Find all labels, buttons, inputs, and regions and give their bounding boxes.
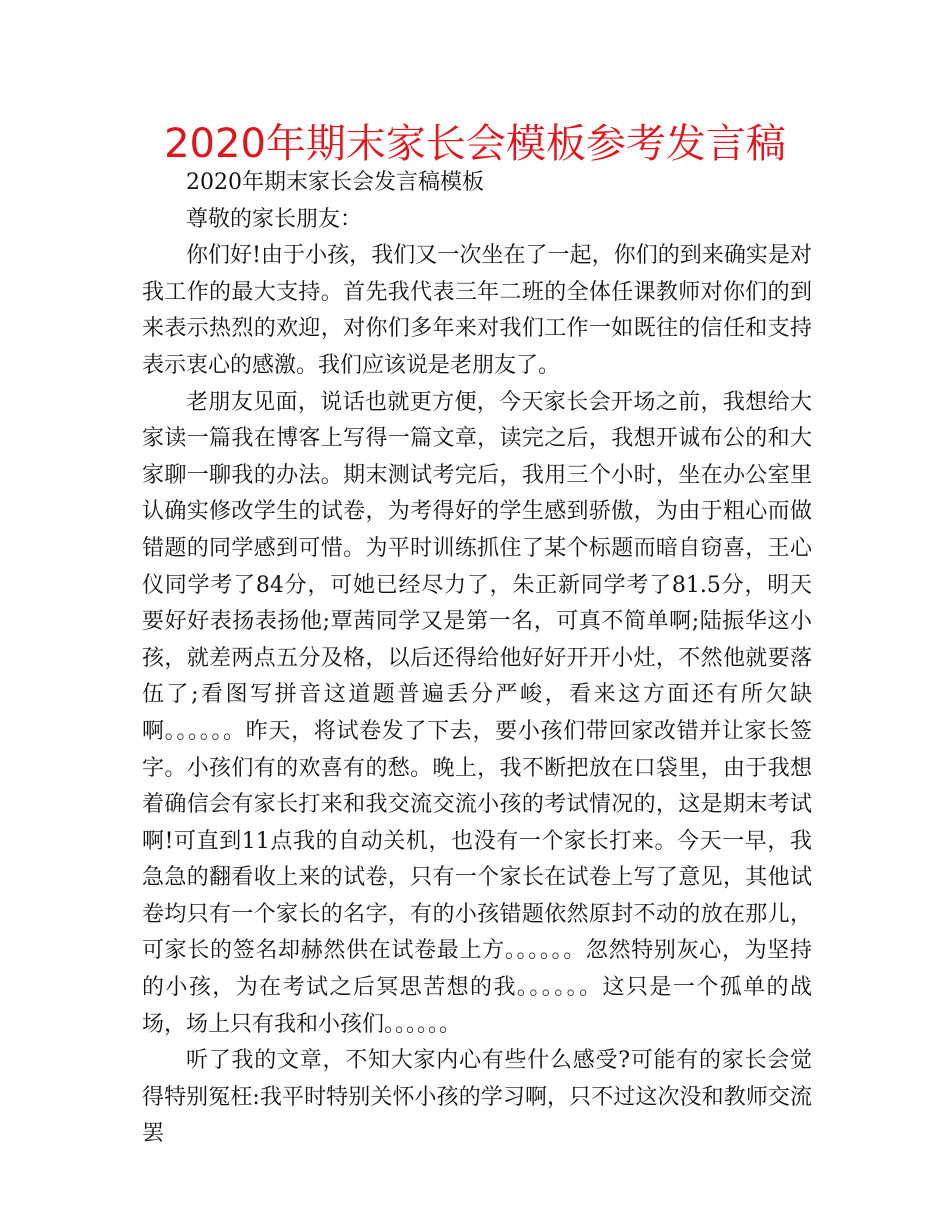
subtitle-paragraph: 2020年期末家长会发言稿模板 bbox=[186, 170, 484, 195]
body-paragraph: 你们好!由于小孩，我们又一次坐在了一起，你们的到来确实是对我工作的最大支持。首先我代表三年二班的全体任课教师对你们的到来表示热烈的欢迎，对你们多年来对我们工作一如既往的信任和支持表示衷心的感激。我们应该说是老朋友了。 bbox=[142, 243, 812, 378]
document-body bbox=[142, 165, 812, 1153]
salutation-paragraph: 尊敬的家长朋友： bbox=[186, 206, 363, 232]
body-paragraph: 听了我的文章，不知大家内心有些什么感受?可能有的家长会觉得特别冤枉:我平时特别关怀小孩的学习啊，只不过这次没和教师交流罢 bbox=[142, 1048, 812, 1147]
document-title: 2020年期末家长会模板参考发言稿 bbox=[164, 121, 786, 167]
body-paragraph: 老朋友见面，说话也就更方便，今天家长会开场之前，我想给大家读一篇我在博客上写得一篇文章，读完之后，我想开诚布公的和大家聊一聊我的办法。期末测试考完后，我用三个小时，坐在办公室里认确实修改学生的试卷，为考得好的学生感到骄傲，为由于粗心而做错题的同学感到可惜。为平时训练抓住了某个标题而暗自窃喜，王心仪同学考了84分，可她已经尽力了，朱正新同学考了81.5分，明天要好好表扬表扬他;覃茜同学又是第一名，可真不简单啊;陆振华这小孩，就差两点五分及格，以后还得给他好好开开小灶，不然他就要落伍了;看图写拼音这道题普遍丢分严峻，看来这方面还有所欠缺啊。。。。。。昨天，将试卷发了下去，要小孩们带回家改错并让家长签字。小孩们有的欢喜有的愁。晚上，我不断把放在口袋里，由于我想着确信会有家长打来和我交流交流小孩的考试情况的，这是期末考试啊!可直到11点我的自动关机，也没有一个家长打来。今天一早，我急急的翻看收上来的试卷，只有一个家长在试卷上写了意见，其他试卷均只有一个家长的名字，有的小孩错题依然原封不动的放在那儿，可家长的签名却赫然供在试卷最上方。。。。。。忽然特别灰心，为坚持的小孩，为在考试之后冥思苦想的我。。。。。。这只是一个孤单的战场，场上只有我和小孩们。。。。。。 bbox=[142, 389, 812, 1037]
